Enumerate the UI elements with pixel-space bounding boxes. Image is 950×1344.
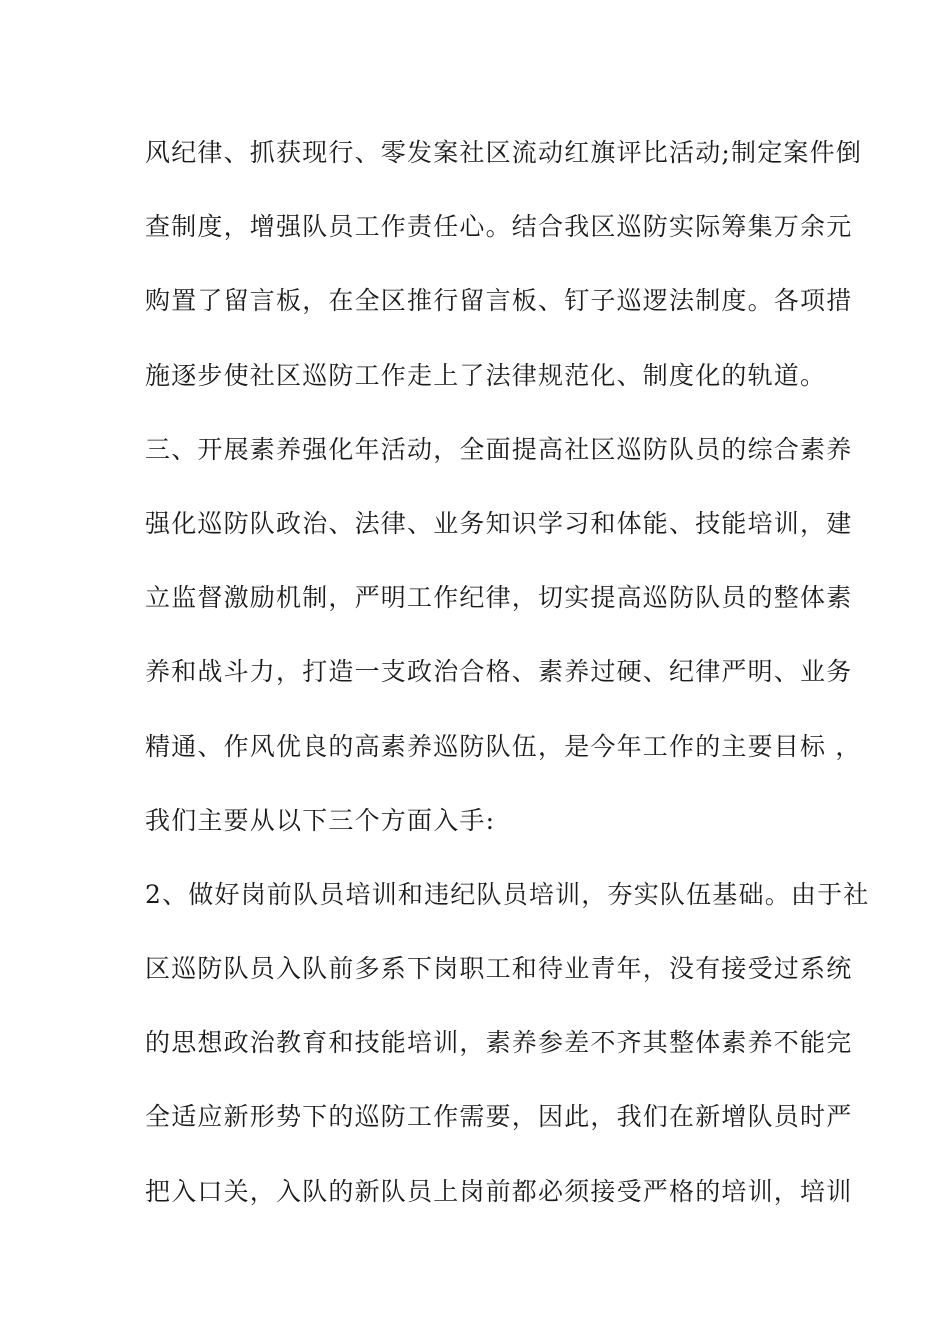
text-line: 养和战斗力，打造一支政治合格、素养过硬、纪律严明、业务: [145, 657, 853, 687]
text-line: 把入口关，入队的新队员上岗前都必须接受严格的培训，培训: [145, 1176, 853, 1206]
body-text: [145, 127, 870, 1240]
text-line: 施逐步使社区巡防工作走上了法律规范化、制度化的轨道。: [145, 360, 827, 390]
text-line: 我们主要从以下三个方面入手:: [145, 805, 496, 835]
text-line: 风纪律、抓获现行、零发案社区流动红旗评比活动;制定案件倒: [145, 138, 863, 167]
section-heading: 三、开展素养强化年活动，全面提高社区巡防队员的综合素养: [145, 434, 853, 464]
text-line: 2、做好岗前队员培训和违纪队员培训，夯实队伍基础。由于社: [145, 879, 870, 909]
text-line: 强化巡防队政治、法律、业务知识学习和体能、技能培训，建: [145, 508, 853, 538]
text-line: 购置了留言板，在全区推行留言板、钉子巡逻法制度。各项措: [145, 286, 853, 316]
text-line: 立监督激励机制，严明工作纪律，切实提高巡防队员的整体素: [145, 583, 853, 613]
text-line: 精通、作风优良的高素养巡防队伍，是今年工作的主要目标 ，: [145, 731, 862, 761]
text-line: 查制度，增强队员工作责任心。结合我区巡防实际筹集万余元: [145, 212, 853, 242]
text-line: 的思想政治教育和技能培训，素养参差不齐其整体素养不能完: [145, 1028, 853, 1058]
text-line: 区巡防队员入队前多系下岗职工和待业青年，没有接受过系统: [145, 954, 853, 984]
text-line: 全适应新形势下的巡防工作需要，因此，我们在新增队员时严: [145, 1102, 853, 1132]
